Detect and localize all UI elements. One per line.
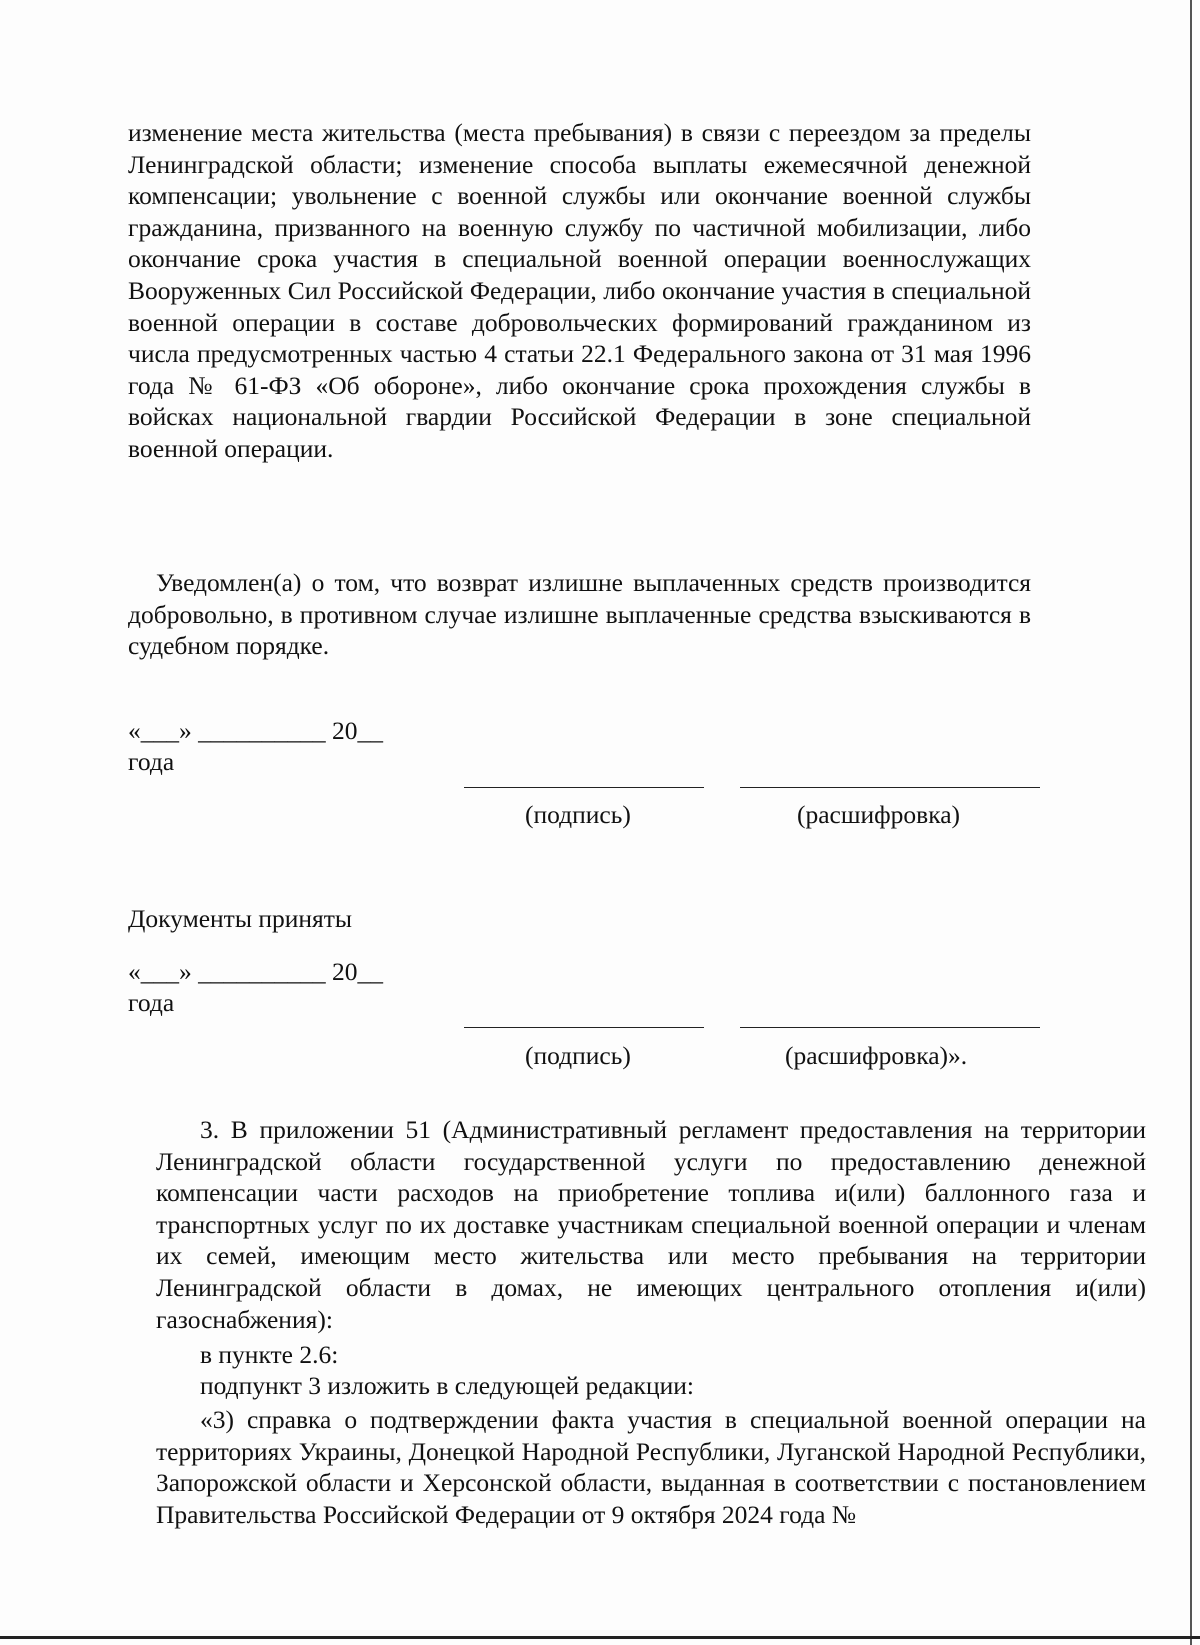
paragraph-refund-notice: Уведомлен(а) о том, что возврат излишне выплаченных средств производится добровольно, в противном случае излишне выплаченные средства взыскиваются в судебном порядке. (128, 568, 1031, 661)
date-line-2: «___» __________ 20__ (128, 957, 383, 986)
signature-label-2: (подпись) (525, 1041, 631, 1070)
signature-label-1: (подпись) (525, 800, 631, 829)
paragraph-residence-change: изменение места жительства (места пребывания) в связи с переездом за пределы Ленинградской области; изменение способа выплаты ежемесячной денежной компенсации; увольнение с военной службы или окончание военной службы гражданина, призванного на военную службу по частичной мобилизации, либо окончание срока участия в специальной военной операции военнослужащих Вооруженных Сил Российской Федерации, либо окончание участия в специальной военной операции в составе добровольческих формирований гражданином из числа предусмотренных частью 4 статьи 22.1 Федерального закона от 31 мая 1996 года № 61-ФЗ «Об обороне», либо окончание срока прохождения службы в войсках национальной гвардии Российской Федерации в зоне специальной военной операции. (128, 118, 1031, 463)
item-subpoint-3: подпункт 3 изложить в следующей редакции: (200, 1371, 694, 1400)
documents-accepted-label: Документы приняты (128, 904, 353, 933)
paragraph-certificate: «3) справка о подтверждении факта участия в специальной военной операции на территориях Украины, Донецкой Народной Республики, Луганской Народной Республики, Запорожской области и Херсонской области, выданная в соответствии с постановлением Правительства Российской Федерации от 9 октября 2024 года № (156, 1405, 1146, 1529)
date-line-1: «___» __________ 20__ (128, 716, 383, 745)
scan-edge-bottom (0, 1636, 1200, 1639)
decoding-label-1: (расшифровка) (797, 800, 961, 829)
signature-underline-2 (464, 1027, 704, 1028)
year-word-2: года (128, 988, 175, 1017)
item-point-2-6: в пункте 2.6: (200, 1340, 339, 1369)
year-word-1: года (128, 747, 175, 776)
decoding-label-2: (расшифровка)». (785, 1041, 968, 1070)
decoding-underline-2 (740, 1027, 1040, 1028)
signature-underline-1 (464, 787, 704, 788)
paragraph-appendix-51: 3. В приложении 51 (Административный регламент предоставления на территории Ленинградской области государственной услуги по предоставлению денежной компенсации части расходов на приобретение топлива и(или) баллонного газа и транспортных услуг по их доставке участникам специальной военной операции и членам их семей, имеющим место жительства или место пребывания на территории Ленинградской области в домах, не имеющих центрального отопления и(или) газоснабжения): (156, 1115, 1146, 1334)
decoding-underline-1 (740, 787, 1040, 788)
scan-edge-right (1190, 0, 1192, 1645)
